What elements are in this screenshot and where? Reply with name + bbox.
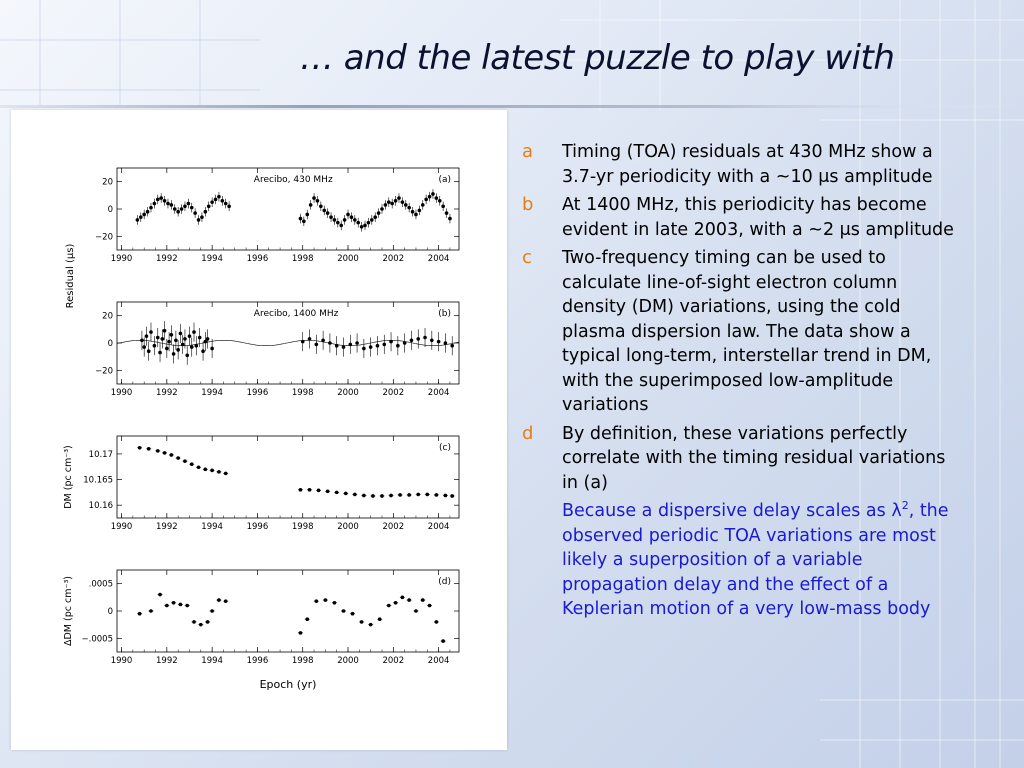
- data-point: [324, 598, 328, 602]
- x-tick-label: 1996: [246, 254, 269, 264]
- data-point: [163, 451, 167, 455]
- data-point: [333, 218, 337, 222]
- data-point: [179, 332, 183, 336]
- x-tick-label: 2002: [382, 522, 405, 532]
- bullet-marker: c: [522, 247, 532, 268]
- data-point: [396, 344, 400, 348]
- y-tick-label: 0: [107, 607, 113, 617]
- y-tick-label: −20: [95, 232, 113, 243]
- data-point: [444, 494, 448, 498]
- data-point: [183, 337, 187, 341]
- data-point: [190, 206, 194, 210]
- x-tick-label: 1992: [156, 254, 178, 264]
- data-point: [414, 213, 418, 217]
- data-point: [170, 203, 174, 207]
- data-point: [356, 221, 360, 225]
- chart-panel-b: [95, 302, 459, 398]
- data-point: [197, 465, 201, 469]
- data-point: [138, 446, 142, 450]
- data-point: [299, 488, 303, 492]
- data-point: [176, 456, 180, 460]
- y-axis-label: DM (pc cm⁻³): [63, 445, 74, 509]
- data-point: [435, 620, 439, 624]
- data-point: [188, 334, 192, 338]
- plot-frame: [117, 436, 459, 518]
- bullet-marker: a: [522, 141, 534, 162]
- data-point: [167, 340, 171, 344]
- x-axis-label: Epoch (yr): [259, 678, 317, 691]
- data-point: [450, 494, 454, 498]
- data-point: [299, 631, 303, 635]
- data-point: [373, 215, 377, 219]
- x-tick-label: 1998: [291, 254, 314, 264]
- data-point: [206, 337, 210, 341]
- data-point: [158, 593, 162, 597]
- data-point: [136, 218, 140, 222]
- data-point: [424, 198, 428, 202]
- data-point: [198, 336, 202, 340]
- data-point: [217, 195, 221, 199]
- data-point: [378, 617, 382, 621]
- data-point: [172, 601, 176, 605]
- x-tick-label: 1990: [110, 656, 133, 666]
- lambda-symbol: λ: [891, 501, 902, 521]
- data-point: [421, 598, 425, 602]
- bullet-marker: b: [522, 194, 534, 215]
- data-point: [224, 472, 228, 476]
- panel-letter: (d): [438, 577, 451, 587]
- data-point: [363, 224, 367, 228]
- data-point: [217, 598, 221, 602]
- data-point: [321, 338, 325, 342]
- data-point: [165, 347, 169, 351]
- data-point: [448, 217, 452, 221]
- data-point: [380, 207, 384, 211]
- data-point: [401, 596, 405, 600]
- data-point: [344, 492, 348, 496]
- data-point: [179, 603, 183, 607]
- data-point: [312, 196, 316, 200]
- data-point: [204, 210, 208, 214]
- x-tick-label: 1994: [201, 522, 223, 532]
- data-point: [329, 215, 333, 219]
- x-tick-label: 2004: [427, 656, 450, 666]
- data-point: [328, 341, 332, 345]
- plot-frame: [117, 570, 459, 652]
- conclusion-note: [522, 499, 962, 622]
- data-point: [317, 489, 321, 493]
- timing-figure: [11, 110, 507, 750]
- data-point: [416, 493, 420, 497]
- data-point: [147, 349, 151, 353]
- data-point: [394, 601, 398, 605]
- data-point: [407, 598, 411, 602]
- data-point: [214, 198, 218, 202]
- data-point: [437, 340, 441, 344]
- data-point: [181, 343, 185, 347]
- data-point: [342, 609, 346, 613]
- x-tick-label: 2004: [427, 388, 450, 398]
- data-point: [398, 493, 402, 497]
- data-point: [370, 218, 374, 222]
- data-point: [410, 338, 414, 342]
- bullet-text: Timing (TOA) residuals at 430 MHz show a 3.7-yr periodicity with a ~10 μs amplitude: [562, 142, 933, 187]
- x-tick-label: 1990: [110, 254, 133, 264]
- data-point: [156, 336, 160, 340]
- data-point: [176, 210, 180, 214]
- data-point: [217, 470, 221, 474]
- data-point: [382, 343, 386, 347]
- data-point: [418, 209, 422, 213]
- data-point: [421, 203, 425, 207]
- data-point: [185, 354, 189, 358]
- data-point: [146, 210, 150, 214]
- data-point: [206, 620, 210, 624]
- panel-letter: (c): [439, 443, 451, 453]
- data-point: [445, 211, 449, 215]
- data-point: [376, 344, 380, 348]
- panel-letter: (a): [438, 175, 451, 185]
- data-point: [450, 344, 454, 348]
- data-point: [441, 639, 445, 643]
- x-tick-label: 2002: [382, 388, 405, 398]
- data-point: [197, 218, 201, 222]
- data-point: [156, 449, 160, 453]
- data-point: [425, 493, 429, 497]
- bullet-list: [522, 140, 962, 622]
- data-point: [149, 609, 153, 613]
- data-point: [210, 200, 214, 204]
- data-point: [404, 203, 408, 207]
- data-point: [138, 612, 142, 616]
- panel-label: Arecibo, 430 MHz: [253, 175, 333, 185]
- data-point: [438, 199, 442, 203]
- data-point: [401, 200, 405, 204]
- data-point: [377, 211, 381, 215]
- data-point: [389, 340, 393, 344]
- data-point: [210, 469, 214, 473]
- data-point: [367, 221, 371, 225]
- data-point: [384, 203, 388, 207]
- data-point: [355, 341, 359, 345]
- shared-y-axis-label: Residual (μs): [65, 243, 76, 309]
- data-point: [342, 345, 346, 349]
- data-point: [142, 345, 146, 349]
- data-point: [428, 195, 432, 199]
- data-point: [201, 349, 205, 353]
- data-point: [431, 192, 435, 196]
- data-point: [210, 347, 214, 351]
- data-point: [159, 196, 163, 200]
- data-point: [336, 221, 340, 225]
- data-point: [174, 338, 178, 342]
- data-point: [145, 334, 149, 338]
- bullet-item-a: [522, 140, 962, 189]
- data-point: [414, 609, 418, 613]
- bullet-item-d: [522, 422, 962, 496]
- data-point: [139, 215, 143, 219]
- x-tick-label: 2002: [382, 254, 405, 264]
- data-point: [170, 333, 174, 337]
- x-tick-label: 1998: [291, 388, 314, 398]
- data-point: [204, 468, 208, 472]
- data-point: [335, 491, 339, 495]
- data-point: [153, 344, 157, 348]
- data-point: [210, 609, 214, 613]
- data-point: [224, 599, 228, 603]
- data-point: [193, 211, 197, 215]
- data-point: [301, 340, 305, 344]
- data-point: [305, 213, 309, 217]
- data-point: [326, 490, 330, 494]
- data-point: [308, 488, 312, 492]
- x-tick-label: 1998: [291, 522, 314, 532]
- slide-title: … and the latest puzzle to play with: [300, 38, 895, 78]
- data-point: [435, 196, 439, 200]
- figure-panel: [11, 110, 507, 750]
- data-point: [315, 599, 319, 603]
- data-point: [428, 604, 432, 608]
- data-point: [160, 337, 164, 341]
- y-tick-label: −.0005: [81, 634, 113, 645]
- data-point: [362, 347, 366, 351]
- data-point: [308, 337, 312, 341]
- data-point: [192, 330, 196, 334]
- data-point: [390, 202, 394, 206]
- bullet-text: By definition, these variations perfectly correlate with the timing residual variations in (a): [562, 423, 946, 493]
- data-point: [207, 204, 211, 208]
- x-tick-label: 1994: [201, 388, 223, 398]
- x-tick-label: 1994: [201, 656, 223, 666]
- data-point: [172, 352, 176, 356]
- data-point: [407, 493, 411, 497]
- data-point: [350, 215, 354, 219]
- data-point: [190, 462, 194, 466]
- data-point: [165, 604, 169, 608]
- data-point: [411, 210, 415, 214]
- panel-letter: (b): [438, 309, 451, 319]
- data-point: [153, 202, 157, 206]
- data-point: [387, 604, 391, 608]
- data-point: [170, 453, 174, 457]
- x-tick-label: 1992: [156, 388, 178, 398]
- x-tick-label: 1996: [246, 522, 269, 532]
- y-axis-label: ΔDM (pc cm⁻³): [63, 575, 74, 647]
- data-point: [339, 224, 343, 228]
- x-tick-label: 1996: [246, 388, 269, 398]
- note-rest: , the observed periodic TOA variations are most likely a superposition of a variable propagation delay and the effect of a Keplerian motion of a very low-mass body: [562, 501, 949, 619]
- x-tick-label: 2000: [337, 656, 359, 666]
- data-point: [185, 604, 189, 608]
- data-point: [190, 345, 194, 349]
- data-point: [444, 341, 448, 345]
- x-tick-label: 2004: [427, 522, 450, 532]
- data-point: [305, 617, 309, 621]
- panel-label: Arecibo, 1400 MHz: [253, 309, 339, 319]
- data-point: [326, 211, 330, 215]
- y-tick-label: 10.165: [83, 475, 113, 486]
- data-point: [353, 493, 357, 497]
- data-point: [343, 218, 347, 222]
- y-tick-label: 0: [107, 339, 113, 349]
- data-point: [166, 202, 170, 206]
- data-point: [441, 204, 445, 208]
- data-point: [389, 494, 393, 498]
- data-point: [180, 207, 184, 211]
- y-tick-label: 0: [107, 205, 113, 215]
- chart-panel-c: [63, 436, 459, 532]
- data-point: [362, 494, 366, 498]
- data-point: [351, 612, 355, 616]
- data-point: [346, 213, 350, 217]
- data-point: [194, 344, 198, 348]
- data-point: [360, 225, 364, 229]
- y-tick-label: 20: [102, 311, 113, 322]
- note-exponent: 2: [901, 499, 909, 513]
- x-tick-label: 1998: [291, 656, 314, 666]
- x-tick-label: 2000: [337, 254, 359, 264]
- x-tick-label: 2004: [427, 254, 450, 264]
- data-point: [416, 337, 420, 341]
- data-point: [369, 623, 373, 627]
- data-point: [149, 330, 153, 334]
- x-tick-label: 1992: [156, 522, 178, 532]
- y-tick-label: 10.16: [88, 501, 113, 512]
- data-point: [199, 623, 203, 627]
- data-point: [360, 620, 364, 624]
- x-tick-label: 2000: [337, 522, 359, 532]
- data-point: [183, 459, 187, 463]
- data-point: [302, 220, 306, 224]
- data-point: [435, 493, 439, 497]
- data-point: [348, 343, 352, 347]
- y-tick-label: −20: [95, 366, 113, 377]
- data-point: [380, 494, 384, 498]
- data-point: [192, 620, 196, 624]
- x-tick-label: 1990: [110, 522, 133, 532]
- data-point: [140, 338, 144, 342]
- data-point: [221, 199, 225, 203]
- data-point: [430, 338, 434, 342]
- data-point: [176, 348, 180, 352]
- x-tick-label: 1994: [201, 254, 223, 264]
- data-point: [142, 213, 146, 217]
- y-tick-label: 20: [102, 177, 113, 188]
- chart-panel-a: [95, 168, 459, 264]
- data-point: [227, 204, 231, 208]
- data-point: [353, 218, 357, 222]
- data-point: [158, 351, 162, 355]
- x-tick-label: 2002: [382, 656, 405, 666]
- y-tick-label: .0005: [88, 579, 113, 590]
- data-point: [156, 198, 160, 202]
- data-point: [224, 202, 228, 206]
- note-lead: Because a dispersive delay scales as: [562, 501, 892, 521]
- data-point: [387, 200, 391, 204]
- data-point: [200, 215, 204, 219]
- data-point: [333, 601, 337, 605]
- data-point: [403, 341, 407, 345]
- data-point: [369, 345, 373, 349]
- bullet-item-b: [522, 193, 962, 242]
- data-point: [423, 336, 427, 340]
- x-tick-label: 1990: [110, 388, 133, 398]
- bullet-marker: d: [522, 422, 534, 444]
- data-point: [309, 203, 313, 207]
- data-point: [299, 217, 303, 221]
- data-point: [147, 447, 151, 451]
- chart-panel-d: [63, 570, 459, 666]
- data-point: [163, 329, 167, 333]
- data-point: [319, 204, 323, 208]
- data-point: [397, 196, 401, 200]
- x-tick-label: 1992: [156, 656, 178, 666]
- x-tick-label: 1996: [246, 656, 269, 666]
- bullet-text: At 1400 MHz, this periodicity has become evident in late 2003, with a ~2 μs amplitude: [562, 195, 954, 240]
- data-point: [335, 344, 339, 348]
- x-tick-label: 2000: [337, 388, 359, 398]
- data-point: [316, 199, 320, 203]
- data-point: [371, 494, 375, 498]
- bullet-item-c: [522, 246, 962, 418]
- data-point: [322, 209, 326, 213]
- data-point: [183, 204, 187, 208]
- data-point: [407, 206, 411, 210]
- bullet-text: Two-frequency timing can be used to calculate line-of-sight electron column density (DM) variations, using the cold plasma dispersion law. The data show a typical long-term, interstellar trend in DM, with the superimposed low-amplitude variations: [562, 248, 932, 415]
- data-point: [149, 206, 153, 210]
- y-tick-label: 10.17: [88, 449, 113, 460]
- data-point: [187, 202, 191, 206]
- data-point: [163, 199, 167, 203]
- data-point: [394, 199, 398, 203]
- data-point: [173, 207, 177, 211]
- data-point: [315, 343, 319, 347]
